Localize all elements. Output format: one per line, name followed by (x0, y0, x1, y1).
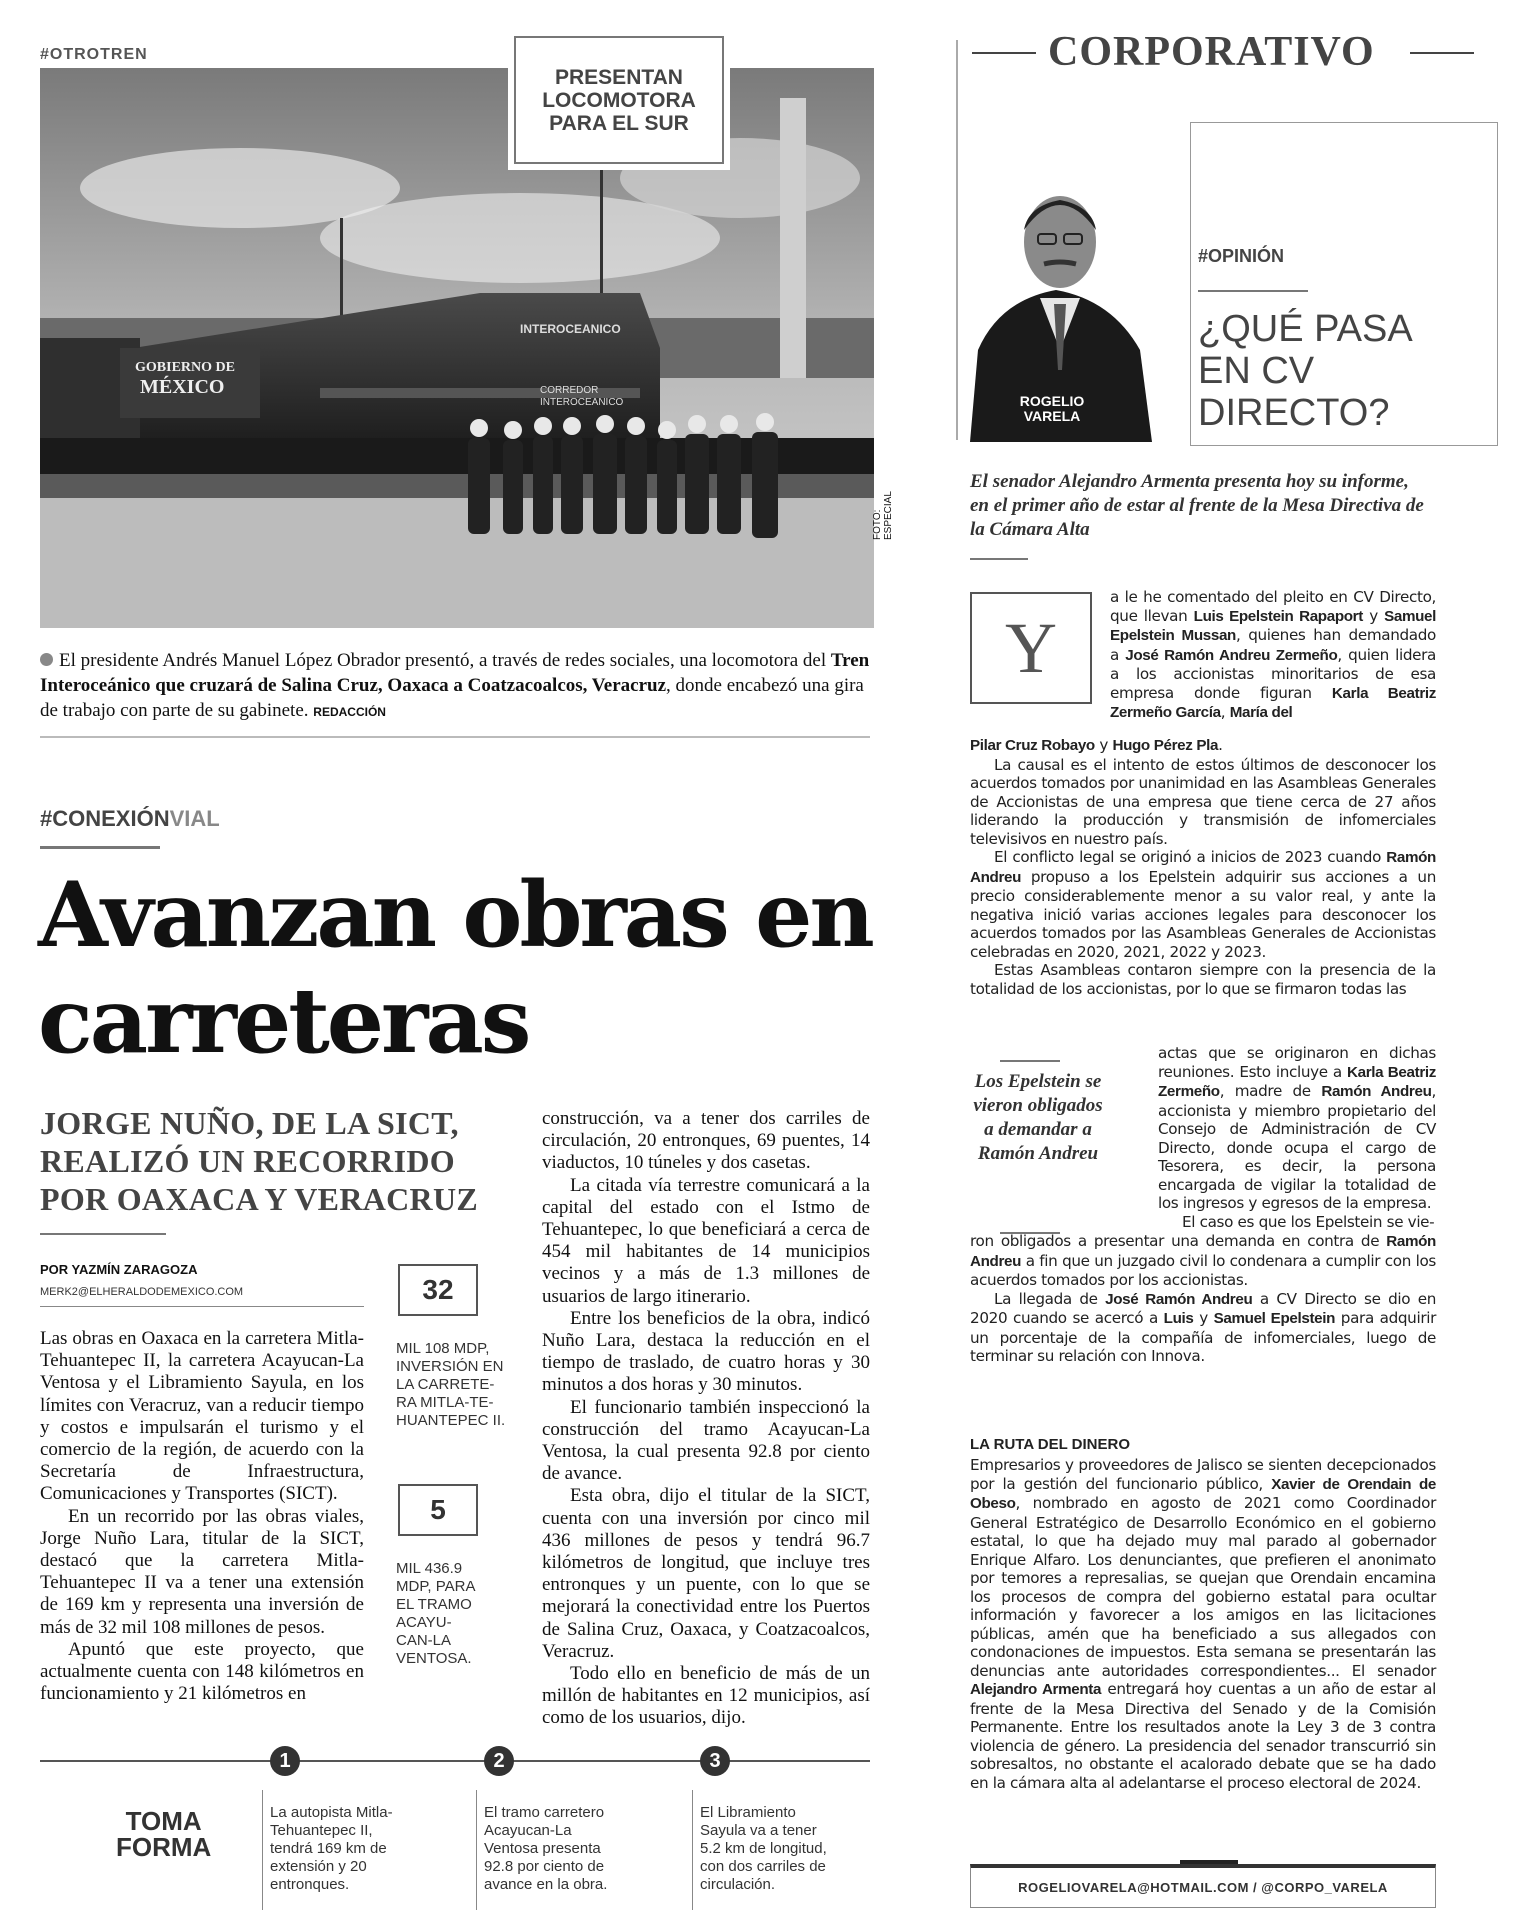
divider (956, 40, 958, 440)
author-email: MERK2@ELHERALDODEMEXICO.COM (40, 1286, 244, 1298)
column-text-side: actas que se originaron en dichas reuniones. Esto incluye a Karla Beatriz Zermeño, madre de Ramón Andreu, accionista y miembro propietario del Consejo de Administración de CV Directo, donde ocupa el cargo de Tesorera, es decir, la persona encargada de vigilar la totalidad de los ingresos y egresos de la empresa. El caso es que los Epelstein se vie- (1158, 1044, 1436, 1231)
inter-text: INTEROCEANICO (520, 322, 621, 336)
author-name: ROGELIO VARELA (1019, 393, 1085, 424)
stat-text-2: MIL 436.9 MDP, PARA EL TRAMO ACAYU- CAN-LA VENTOSA. (396, 1560, 476, 1667)
dropcap: Y (970, 592, 1092, 704)
opinion-title: ¿QUÉ PASA EN CV DIRECTO? (1198, 308, 1413, 434)
column-text-mid: Pilar Cruz Robayo y Hugo Pérez Pla. La causal es el intento de estos últimos de desconocer los acuerdos tomados por unanimidad en las Asambleas Generales de Accionistas de una empresa que tiene cerca de 27 años liderando la producción y transmisión de infomerciales televisivos en nuestro país. El conflicto legal se originó a inicios de 2023 cuando Ramón Andreu propuso a los Epelstein adquirir sus acciones a un precio considerablemente menor a su valor real, y ante la negativa inició varias acciones legales para desconocer los acuerdos tomados por las Asambleas Generales de Accionistas celebradas en 2020, 2021, 2022 y 2023. Estas Asambleas contaron siempre con la presencia de la totalidad de los accionistas, por lo que se firmaron todas las (970, 736, 1436, 998)
section-tag-otrotren: #OTROTREN (40, 46, 148, 63)
article-column-1 (40, 1328, 364, 1705)
corredor-text-1: CORREDOR (540, 385, 599, 396)
locomotive-photo (40, 65, 874, 628)
paragraph: Esta obra, dijo el titular de la SICT, cuenta con una inversión por cinco mil 436 millones de pesos y tendrá 96.7 kilómetros de longitud, que incluye tres entronques y un puente, con lo que se mejorará la conectividad entre los Puertos de Salina Cruz, Oaxaca, y Coatzacoalcos, Veracruz. (542, 1485, 870, 1662)
divider (1410, 52, 1474, 54)
opinion-tag: #OPINIÓN (1198, 246, 1285, 266)
bullet-icon (40, 653, 53, 666)
paragraph: construcción, va a tener dos carriles de circulación, 20 entronques, 69 puentes, 14 viaductos, 10 túneles y dos casetas. (542, 1108, 870, 1174)
step-2-text: El tramo carretero Acayucan-La Ventosa presenta 92.8 por ciento de avance en la obra. (484, 1804, 608, 1893)
step-1-text: La autopista Mitla-Tehuantepec II, tendrá 169 km de extensión y 20 entronques. (270, 1804, 393, 1893)
section-tag-conexion: #CONEXIÓNVIAL (40, 806, 220, 831)
column-text-ruta: Empresarios y proveedores de Jalisco se sienten decepcionados por la gestión del funcionario público, Xavier de Orendain de Obeso, nombrado en agosto de 2021 como Coordinador General Estratégico de Desarrollo Económico en el gobierno estatal, lo que ha dejado muy mal parado al gobernador Enrique Alfaro. Los denunciantes, que prefieren el anonimato por temores a represalias, se quejan que Orendain encamina los procesos de compra del gobierno estatal para ocultar información y favorecer a los amigos en las licitaciones públicas, amén que ha beneficiado a sus allegados con condonaciones de impuestos. Esta semana se presentarán las denuncias ante autoridades correspondientes... El senador Alejandro Armenta entregará hoy cuentas a un año de estar al frente de la Mesa Directiva del Senado y de la Comisión Permanente. Entre los resultados anote la Ley 3 de 3 contra violencia de género. La presidencia del senador transcurrió sin sobresaltos, no obstante el acalorado debate que se ha dado en la cámara alta al adelantarse el proceso electoral de 2024. (970, 1456, 1437, 1792)
divider (1000, 1060, 1060, 1062)
divider (972, 52, 1036, 54)
gob-text-1: GOBIERNO DE (135, 360, 235, 375)
divider (40, 1306, 364, 1307)
article-column-3 (542, 1108, 870, 1730)
step-3-text: El Libramiento Sayula va a tener 5.2 km de longitud, con dos carriles de circulación. (700, 1804, 827, 1893)
caption-bold: Tren Interoceánico que cruzará de Salina Cruz, Oaxaca a Coatzacoalcos, Veracruz (40, 650, 870, 696)
paragraph: Apuntó que este proyecto, que actualmente cuenta con 148 kilómetros en funcionamiento y 21 kilómetros en (40, 1638, 364, 1705)
stat-number-32: 32 (398, 1264, 478, 1316)
column-text-top: a le he comentado del pleito en CV Directo, que llevan Luis Epelstein Rapaport y Samuel Epelstein Mussan, quienes han demandado a José Ramón Andreu Zermeño, quien lidera a los accionistas minoritarios de esa empresa donde figuran Karla Beatriz Zermeño García, María del (1110, 588, 1437, 721)
stat-number-5: 5 (398, 1484, 478, 1536)
section-header: CORPORATIVO (1048, 29, 1375, 75)
article-subtitle: JORGE NUÑO, DE LA SICT, REALIZÓ UN RECORRIDO POR OAXACA Y VERACRUZ (40, 1105, 479, 1217)
paragraph: El funcionario también inspeccionó la construcción del tramo Acayucan-La Ventosa, la cual presenta 92.8 por ciento de avance. (542, 1396, 870, 1485)
photo-headline-box (514, 36, 724, 164)
pull-quote: Los Epelstein se vieron obligados a demandar a Ramón Andreu (973, 1071, 1103, 1164)
divider (40, 1233, 166, 1235)
paragraph: Entre los beneficios de la obra, indicó Nuño Lara, destaca la reducción en el tiempo de traslado, de cuatro horas y 30 minutos a dos horas y 30 minutos. (542, 1307, 870, 1396)
article-title: Avanzan obras en carreteras (38, 862, 872, 1074)
stat-text-1: MIL 108 MDP, INVERSIÓN EN LA CARRETE- RA MITLA-TE- HUANTEPEC II. (396, 1340, 506, 1429)
photo-headline: PRESENTAN LOCOMOTORA PARA EL SUR (542, 65, 696, 135)
divider (1198, 290, 1308, 292)
divider (476, 1790, 477, 1910)
byline: POR YAZMÍN ZARAGOZA (40, 1262, 198, 1277)
opinion-lede: El senador Alejandro Armenta presenta hoy su informe, en el primer año de estar al frente de la Mesa Directiva de la Cámara Alta (970, 471, 1424, 540)
timeline-rule (40, 1760, 870, 1762)
ruta-heading: LA RUTA DEL DINERO (970, 1436, 1130, 1453)
paragraph: Todo ello en beneficio de más de un millón de habitantes en 12 municipios, así como de los usuarios, dijo. (542, 1663, 870, 1729)
toma-forma-label: TOMA FORMA (116, 1806, 212, 1862)
author-contact[interactable]: ROGELIOVARELA@HOTMAIL.COM / @CORPO_VARELA (970, 1864, 1436, 1908)
photo-caption: El presidente Andrés Manuel López Obrador presentó, a través de redes sociales, una locomotora del Tren Interoceánico que cruzará de Salina Cruz, Oaxaca a Coatzacoalcos, Veracruz, donde encabezó una gira de trabajo con parte de su gabinete. REDACCIÓN (40, 650, 870, 721)
divider (262, 1790, 263, 1910)
step-2-badge: 2 (484, 1746, 514, 1776)
step-3-badge: 3 (700, 1746, 730, 1776)
column-text-lower: ron obligados a presentar una demanda en contra de Ramón Andreu a fin que un juzgado civil lo condenara a cumplir con los acuerdos tomados por los accionistas. La llegada de José Ramón Andreu a CV Directo se dio en 2020 cuando se acercó a Luis y Samuel Epelstein para adquirir un porcentaje de la compañía de infomerciales, luego de terminar su relación con Innova. (970, 1232, 1437, 1365)
paragraph: Las obras en Oaxaca en la carretera Mitla-Tehuantepec II, la carretera Acayucan-La Ventosa y el Libramiento Sayula, en los límites con Veracruz, van a reducir tiempo y costos e impulsarán el turismo y el comercio de la región, de acuerdo con la Secretaría de Infraestructura, Comunicaciones y Transportes (SICT). (40, 1328, 364, 1505)
caption-credit: REDACCIÓN (313, 705, 386, 719)
divider (692, 1790, 693, 1910)
corredor-text-2: INTEROCEANICO (540, 397, 624, 408)
paragraph: En un recorrido por las obras viales, Jorge Nuño Lara, titular de la SICT, destacó que la carretera Mitla-Tehuantepec II va a tener una extensión de 169 km y representa una inversión de más de 32 mil 108 millones de pesos. (40, 1505, 364, 1638)
gob-text-2: MÉXICO (140, 376, 225, 398)
divider (970, 558, 1028, 560)
photo-credit: FOTO: ESPECIAL (872, 491, 894, 540)
divider (40, 736, 870, 738)
paragraph: La citada vía terrestre comunicará a la capital del estado con el Istmo de Tehuantepec, lo que beneficiará a cerca de 454 mil habitantes de 14 municipios vecinos y a más de 1.3 millones de usuarios de largo itinerario. (542, 1174, 870, 1307)
divider (40, 846, 160, 849)
step-1-badge: 1 (270, 1746, 300, 1776)
